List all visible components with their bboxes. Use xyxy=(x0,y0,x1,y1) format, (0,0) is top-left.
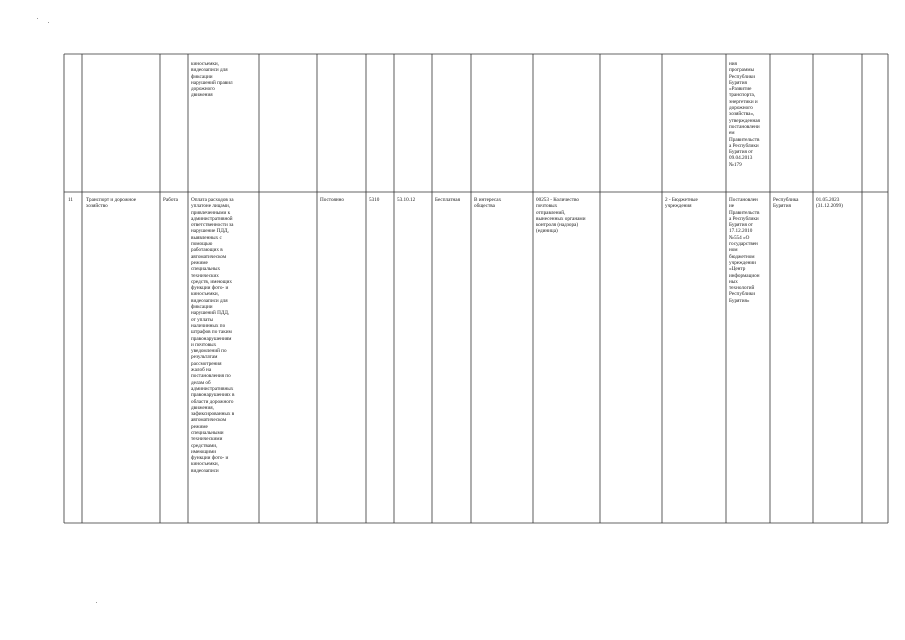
description-cell: Оплата расходов за уплатоне лицами, привлеченными к административной ответственности за нарушение ПДД, выявленных с помощью работающих в автоматическом режиме специальных технических средств, имеющих функции фото- и киносъемки, видеозаписи для фиксации нарушений ПДД, от уплаты наличинных по штрафов по таким правонарушениям и почтовых уведомлений по результатам рассмотрения жалоб на постановления по делам об административных правонарушениях в области дорожного движения, зафиксированных в автоматическом режиме специальными техническими средствами, имеющими функции фото- и киносъемки, видеозаписи xyxy=(191,197,235,474)
work-description-continuation: киносъемки, видеозаписи для фиксации нарушений правил дорожного движения xyxy=(191,61,233,99)
legal-basis-cell: Постановлен ие Правительств а Республики Бурятия от 17.12.2010 №554 «О государствен ном бюджетном учреждении «Центр информацион ных технологий Республики Бурятия» xyxy=(729,197,760,304)
period-cell: 01.05.2023 (31.12.2099) xyxy=(816,197,843,210)
indicator-cell: 00253 - Количество почтовых отправлений, вынесенных органами контроля (надзора) (единица) xyxy=(536,197,586,235)
row-number: 11 xyxy=(68,197,73,203)
sphere-cell: Транспорт и дорожное хозяйство xyxy=(86,197,137,210)
kind-cell: Работа xyxy=(163,197,178,203)
okved-cell: 53.10.12 xyxy=(397,197,416,203)
consumers-cell: В интересах общества xyxy=(474,197,502,210)
authority-cell: Республика Бурятия xyxy=(773,197,799,210)
institution-type-cell: 2 - Бюджетные учреждения xyxy=(665,197,698,210)
code-cell: 5310 xyxy=(369,197,380,203)
payment-cell: Бесплатная xyxy=(435,197,460,203)
legal-basis-continuation: ния программы Республики Бурятия «Развитие транспорта, энергетики и дорожного хозяйства», утвержденная постановлени ем Правительств а Республики Бурятия от 09.04.2013 №179 xyxy=(729,61,760,168)
scan-speck xyxy=(48,22,49,23)
scan-speck xyxy=(96,602,97,603)
periodicity-cell: Постоянно xyxy=(320,197,344,203)
